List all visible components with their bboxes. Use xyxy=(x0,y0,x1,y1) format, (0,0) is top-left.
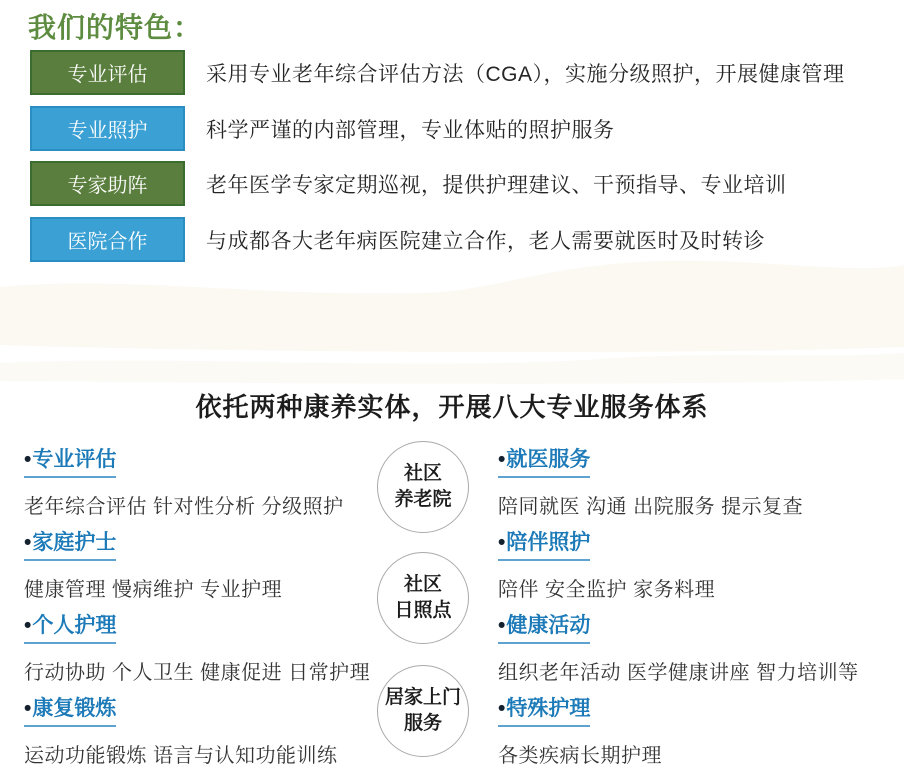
service-item xyxy=(24,526,394,602)
entity-circle-home-visit xyxy=(377,665,469,757)
service-link-label: 专业评估 xyxy=(32,448,117,471)
feature-row xyxy=(0,106,904,151)
service-description: 组织老年活动 医学健康讲座 智力培训等 xyxy=(498,662,859,684)
feature-description: 老年医学专家定期巡视，提供护理建议、干预指导、专业培训 xyxy=(206,173,787,197)
service-link[interactable] xyxy=(498,692,590,727)
feature-description: 科学严谨的内部管理，专业体贴的照护服务 xyxy=(206,118,615,142)
entity-label-line2: 服务 xyxy=(403,713,442,734)
service-description: 运动功能锻炼 语言与认知功能训练 xyxy=(24,745,338,767)
bullet-icon: • xyxy=(24,448,32,471)
service-link[interactable] xyxy=(24,609,116,644)
features-heading: 我们的特色： xyxy=(28,12,203,43)
feature-row xyxy=(0,50,904,95)
service-description: 行动协助 个人卫生 健康促进 日常护理 xyxy=(24,662,371,684)
service-link-label: 个人护理 xyxy=(32,614,117,637)
service-link-label: 特殊护理 xyxy=(506,697,591,720)
service-link-label: 康复锻炼 xyxy=(32,697,117,720)
feature-badge: 专家助阵 xyxy=(30,161,185,206)
service-item xyxy=(24,443,394,519)
service-link-label: 家庭护士 xyxy=(32,531,117,554)
entity-label-line2: 养老院 xyxy=(394,489,452,510)
service-description: 陪伴 安全监护 家务料理 xyxy=(498,579,716,601)
service-link[interactable] xyxy=(24,443,116,478)
service-item xyxy=(24,609,394,685)
service-description: 健康管理 慢病维护 专业护理 xyxy=(24,579,283,601)
feature-badge: 专业照护 xyxy=(30,106,185,151)
bullet-icon: • xyxy=(498,448,506,471)
bullet-icon: • xyxy=(498,697,506,720)
service-description: 各类疾病长期护理 xyxy=(498,745,662,767)
services-heading: 依托两种康养实体，开展八大专业服务体系 xyxy=(195,392,709,422)
service-link[interactable] xyxy=(498,609,590,644)
bullet-icon: • xyxy=(24,697,32,720)
service-description: 陪同就医 沟通 出院服务 提示复查 xyxy=(498,496,804,518)
service-description: 老年综合评估 针对性分析 分级照护 xyxy=(24,496,344,518)
service-link[interactable] xyxy=(498,526,590,561)
feature-badge: 医院合作 xyxy=(30,217,185,262)
feature-description: 与成都各大老年病医院建立合作，老人需要就医时及时转诊 xyxy=(206,229,765,253)
background-wave xyxy=(0,255,904,390)
bullet-icon: • xyxy=(24,614,32,637)
entity-label-line1: 社区 xyxy=(403,463,442,485)
service-link-label: 陪伴照护 xyxy=(506,531,591,554)
entity-label-line1: 社区 xyxy=(403,574,442,596)
service-item xyxy=(498,526,868,602)
service-item xyxy=(498,609,868,685)
entity-label-line1: 居家上门 xyxy=(384,687,461,709)
service-item xyxy=(498,443,868,519)
service-item xyxy=(498,692,868,768)
entity-circle-community-nursing-home xyxy=(377,441,469,533)
bullet-icon: • xyxy=(498,531,506,554)
feature-row xyxy=(0,217,904,262)
service-link-label: 健康活动 xyxy=(506,614,591,637)
entity-circle-community-daycare xyxy=(377,552,469,644)
service-link-label: 就医服务 xyxy=(506,448,591,471)
feature-row xyxy=(0,161,904,206)
service-item xyxy=(24,692,394,768)
feature-badge: 专业评估 xyxy=(30,50,185,95)
entity-label-line2: 日照点 xyxy=(394,600,452,621)
service-link[interactable] xyxy=(498,443,590,478)
bullet-icon: • xyxy=(24,531,32,554)
feature-description: 采用专业老年综合评估方法（CGA），实施分级照护，开展健康管理 xyxy=(206,62,845,86)
bullet-icon: • xyxy=(498,614,506,637)
service-link[interactable] xyxy=(24,692,116,727)
service-link[interactable] xyxy=(24,526,116,561)
